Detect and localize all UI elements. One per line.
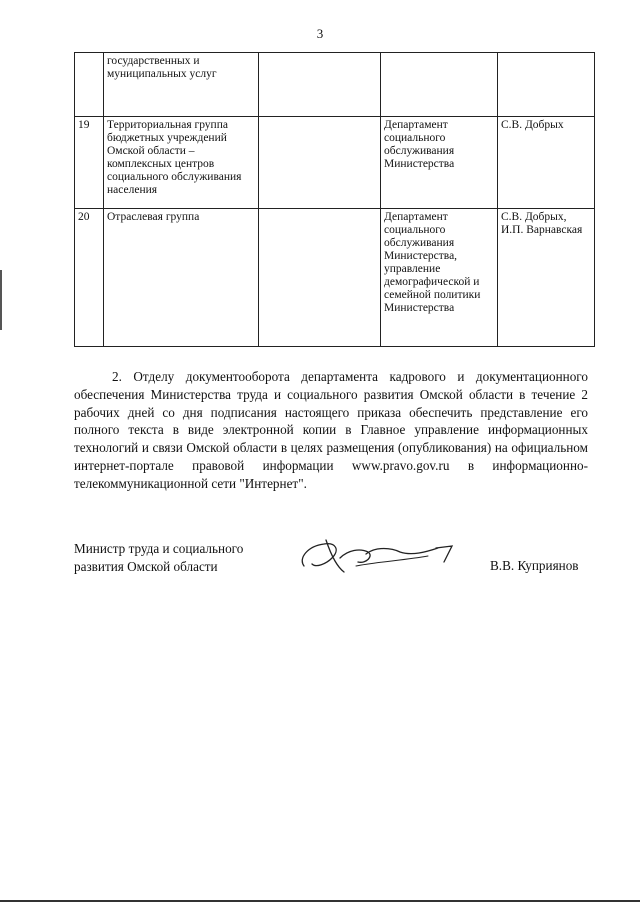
row-number: 20 [75, 209, 104, 347]
row-responsible: С.В. Добрых, И.П. Варнавская [498, 209, 595, 347]
paragraph-2 [74, 368, 588, 493]
row-empty-cell [259, 209, 381, 347]
row-department: Департамент социального обслуживания Министерства, управление демографической и семейной политики Министерства [381, 209, 498, 347]
row-number: 19 [75, 117, 104, 209]
paragraph-2-text: 2. Отделу документооборота департамента кадрового и документационного обеспечения Министерства труда и социального развития Омской области в течение 2 рабочих дней со дня подписания настоящего приказа обеспечить представление его полного текста в виде электронной копии в Главное управление информационных технологий и связи Омской области в целях размещения (опубликования) на официальном интернет-портале правовой информации www.pravo.gov.ru в информационно-телекоммуникационной сети "Интернет". [74, 369, 588, 491]
row-number [75, 53, 104, 117]
page-number: 3 [316, 26, 324, 41]
scan-edge-line [0, 270, 2, 330]
scan-bottom-edge [0, 900, 640, 902]
table-row [75, 53, 595, 117]
row-empty-cell [259, 117, 381, 209]
responsibility-table [74, 52, 595, 347]
row-responsible: С.В. Добрых [498, 117, 595, 209]
row-name: Отраслевая группа [104, 209, 259, 347]
row-department [381, 53, 498, 117]
signatory-title [74, 540, 243, 576]
row-department: Департамент социального обслуживания Министерства [381, 117, 498, 209]
signatory-title-line2: развития Омской области [74, 559, 218, 574]
signatory-title-line1: Министр труда и социального [74, 541, 244, 556]
row-name: Территориальная группа бюджетных учреждений Омской области – комплексных центров социального обслуживания населения [104, 117, 259, 209]
row-responsible [498, 53, 595, 117]
handwritten-signature [296, 532, 466, 582]
row-empty-cell [259, 53, 381, 117]
table-row [75, 117, 595, 209]
row-name: государственных и муниципальных услуг [104, 53, 259, 117]
table-row [75, 209, 595, 347]
signatory-name: В.В. Куприянов [490, 558, 579, 573]
